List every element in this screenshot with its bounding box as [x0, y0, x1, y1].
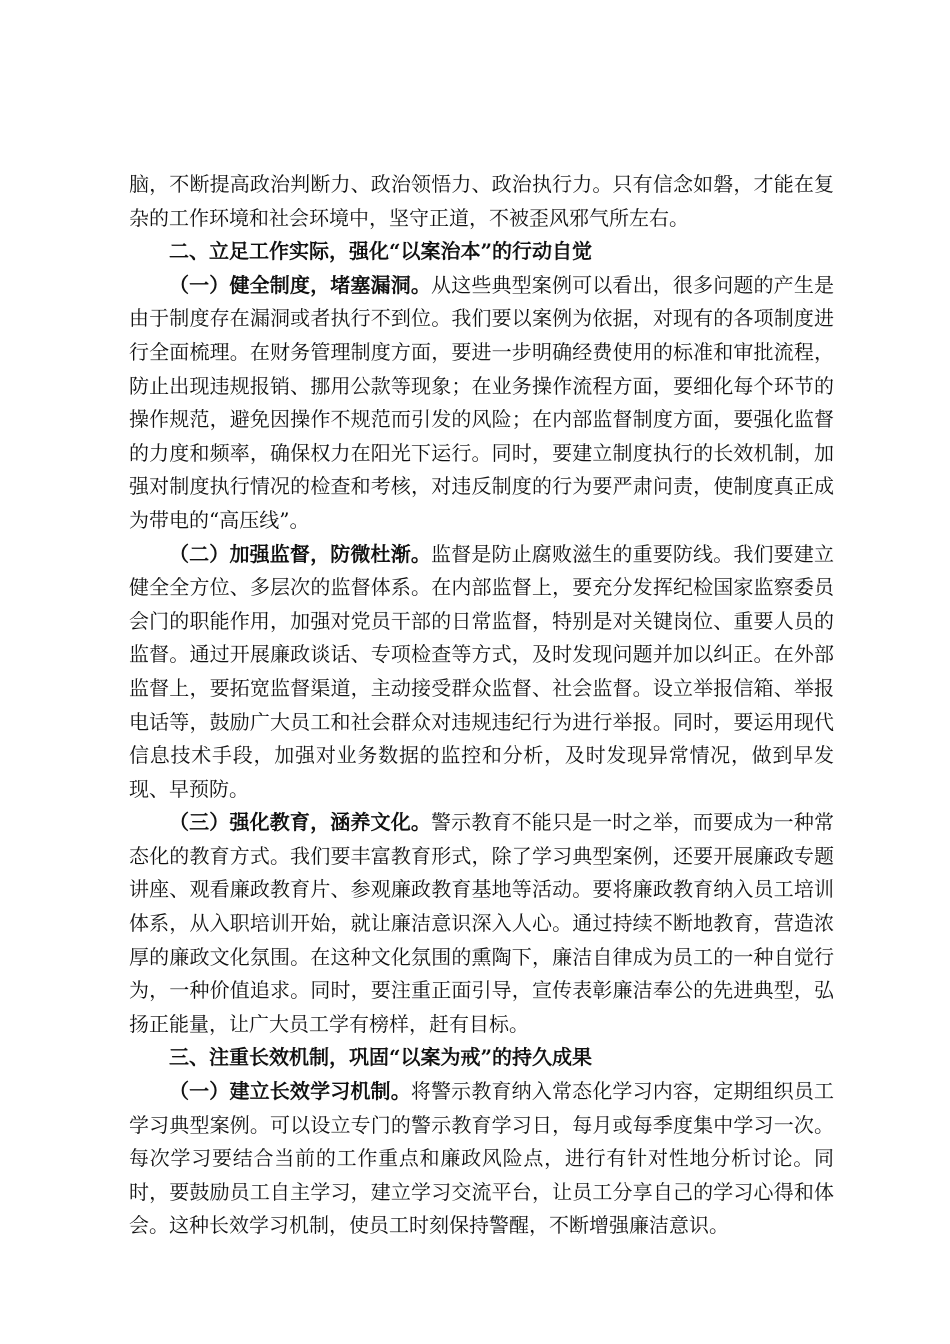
document-page — [129, 168, 834, 1243]
section-2-item-1 — [129, 269, 834, 538]
item-lead: （一）健全制度，堵塞漏洞。 — [169, 272, 432, 297]
item-lead: （三）强化教育，涵养文化。 — [169, 810, 432, 835]
section-2-item-2 — [129, 538, 834, 807]
item-lead: （一）建立长效学习机制。 — [169, 1079, 411, 1104]
item-body: 从这些典型案例可以看出，很多问题的产生是由于制度存在漏洞或者执行不到位。我们要以案例为依据，对现有的各项制度进行全面梳理。在财务管理制度方面，要进一步明确经费使用的标准和审批流程，防止出现违规报销、挪用公款等现象；在业务操作流程方面，要细化每个环节的操作规范，避免因操作不规范而引发的风险；在内部监督制度方面，要强化监督的力度和频率，确保权力在阳光下运行。同时，要建立制度执行的长效机制，加强对制度执行情况的检查和考核，对违反制度的行为要严肃问责，使制度真正成为带电的“高压线”。 — [129, 272, 834, 532]
item-lead: （二）加强监督，防微杜渐。 — [169, 541, 432, 566]
section-3-item-1 — [129, 1075, 834, 1243]
section-2-item-3 — [129, 806, 834, 1041]
item-body: 监督是防止腐败滋生的重要防线。我们要建立健全全方位、多层次的监督体系。在内部监督上，要充分发挥纪检国家监察委员会门的职能作用，加强对党员干部的日常监督，特别是对关键岗位、重要人员的监督。通过开展廉政谈话、专项检查等方式，及时发现问题并加以纠正。在外部监督上，要拓宽监督渠道，主动接受群众监督、社会监督。设立举报信箱、举报电话等，鼓励广大员工和社会群众对违规违纪行为进行举报。同时，要运用现代信息技术手段，加强对业务数据的监控和分析，及时发现异常情况，做到早发现、早预防。 — [129, 541, 834, 801]
item-body: 将警示教育纳入常态化学习内容，定期组织员工学习典型案例。可以设立专门的警示教育学习日，每月或每季度集中学习一次。每次学习要结合当前的工作重点和廉政风险点，进行有针对性地分析讨论。同时，要鼓励员工自主学习，建立学习交流平台，让员工分享自己的学习心得和体会。这种长效学习机制，使员工时刻保持警醒，不断增强廉洁意识。 — [129, 1079, 834, 1238]
item-body: 警示教育不能只是一时之举，而要成为一种常态化的教育方式。我们要丰富教育形式，除了学习典型案例，还要开展廉政专题讲座、观看廉政教育片、参观廉政教育基地等活动。要将廉政教育纳入员工培训体系，从入职培训开始，就让廉洁意识深入人心。通过持续不断地教育，营造浓厚的廉政文化氛围。在这种文化氛围的熏陶下，廉洁自律成为员工的一种自觉行为，一种价值追求。同时，要注重正面引导，宣传表彰廉洁奉公的先进典型，弘扬正能量，让广大员工学有榜样，赶有目标。 — [129, 810, 834, 1036]
continuation-paragraph: 脑，不断提高政治判断力、政治领悟力、政治执行力。只有信念如磐，才能在复杂的工作环境和社会环境中，坚守正道，不被歪风邪气所左右。 — [129, 172, 834, 230]
section-3-heading: 三、注重长效机制，巩固“以案为戒”的持久成果 — [169, 1045, 593, 1070]
section-2-heading: 二、立足工作实际，强化“以案治本”的行动自觉 — [169, 239, 593, 264]
